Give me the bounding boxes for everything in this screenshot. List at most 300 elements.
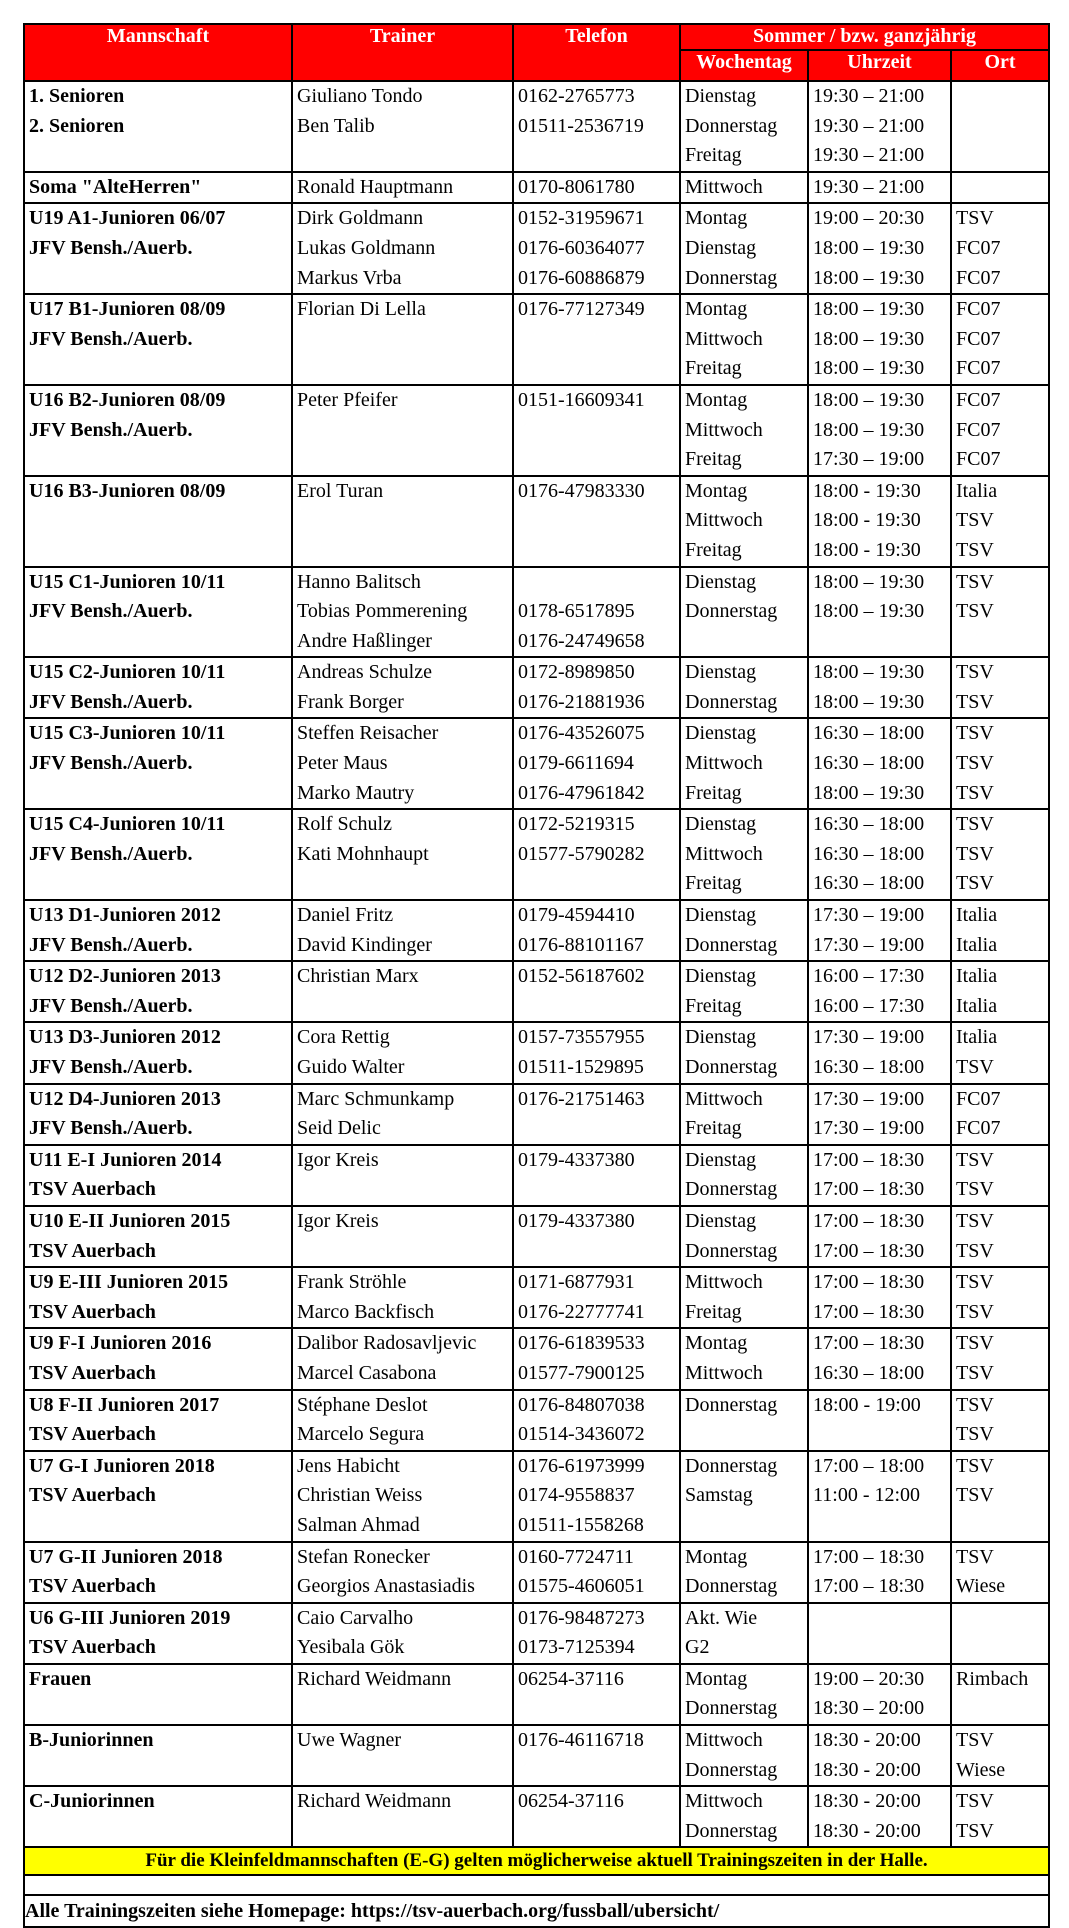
team-line: TSV Auerbach <box>29 1300 156 1323</box>
trainer-name: Dirk Goldmann <box>297 207 424 230</box>
table-row <box>24 718 1049 809</box>
trainer-cell <box>292 809 513 900</box>
team-line: U15 C3-Junioren 10/11 <box>29 722 226 745</box>
team-line <box>25 445 291 475</box>
time-range: 18:00 – 19:30 <box>813 781 925 804</box>
trainer-name: Igor Kreis <box>297 1209 379 1232</box>
team-line: U15 C1-Junioren 10/11 <box>29 570 226 593</box>
phone-number: 06254-37116 <box>518 1667 624 1690</box>
phone-number <box>514 992 679 1022</box>
phone-number <box>514 1237 679 1267</box>
phone-cell <box>513 1022 680 1083</box>
place-cell <box>951 961 1049 1022</box>
phone-number <box>514 1694 679 1724</box>
time-cell <box>808 1206 951 1267</box>
team-cell <box>24 81 292 172</box>
team-line <box>25 779 291 809</box>
place: Wiese <box>956 1758 1006 1781</box>
place: FC07 <box>956 1087 1001 1110</box>
team-line: 2. Senioren <box>29 114 125 137</box>
trainer-cell <box>292 1022 513 1083</box>
weekday: Mittwoch <box>685 1271 763 1294</box>
time-cell <box>808 900 951 961</box>
place: Italia <box>956 994 998 1017</box>
team-cell <box>24 1542 292 1603</box>
weekday: Dienstag <box>685 1209 757 1232</box>
time-range: 16:00 – 17:30 <box>813 994 925 1017</box>
phone-number <box>514 1756 679 1786</box>
weekday: Donnerstag <box>685 266 778 289</box>
place: TSV <box>956 781 994 804</box>
weekday: Freitag <box>685 781 742 804</box>
team-line: TSV Auerbach <box>29 1575 156 1598</box>
team-line: U12 D4-Junioren 2013 <box>29 1087 221 1110</box>
time-cell <box>808 1542 951 1603</box>
team-line: U8 F-II Junioren 2017 <box>29 1393 220 1416</box>
team-line: U13 D3-Junioren 2012 <box>29 1026 221 1049</box>
weekday: G2 <box>685 1636 710 1659</box>
trainer-cell <box>292 718 513 809</box>
time-cell <box>808 1786 951 1847</box>
phone-cell <box>513 900 680 961</box>
place-cell <box>951 1451 1049 1542</box>
weekday-cell <box>680 1603 808 1664</box>
time-range: 18:00 – 19:30 <box>813 661 925 684</box>
time-range: 17:00 – 18:30 <box>813 1545 925 1568</box>
time-cell <box>808 172 951 204</box>
trainer-name: Seid Delic <box>297 1117 381 1140</box>
trainer-cell <box>292 1451 513 1542</box>
table-row <box>24 294 1049 385</box>
time-cell <box>808 294 951 385</box>
weekday-cell <box>680 385 808 476</box>
time-range: 19:00 – 20:30 <box>813 207 925 230</box>
weekday: Mittwoch <box>685 509 763 532</box>
phone-number: 0160-7724711 <box>518 1545 634 1568</box>
phone-cell <box>513 172 680 204</box>
time-range: 16:00 – 17:30 <box>813 965 925 988</box>
time-cell <box>808 809 951 900</box>
weekday-cell <box>680 1022 808 1083</box>
weekday: Donnerstag <box>685 1575 778 1598</box>
phone-number: 0162-2765773 <box>518 85 635 107</box>
phone-number: 0172-5219315 <box>518 813 635 836</box>
weekday-cell <box>680 172 808 204</box>
weekday: Donnerstag <box>685 600 778 623</box>
trainer-name <box>293 992 512 1022</box>
weekday: Montag <box>685 298 748 321</box>
table-row <box>24 203 1049 294</box>
phone-cell <box>513 1328 680 1389</box>
weekday: Akt. Wie <box>685 1606 758 1629</box>
weekday: Freitag <box>685 994 742 1017</box>
team-line: JFV Bensh./Auerb. <box>29 994 193 1017</box>
table-row <box>24 900 1049 961</box>
place-cell <box>951 657 1049 718</box>
weekday: Freitag <box>685 1117 742 1140</box>
table-row <box>24 476 1049 567</box>
phone-number: 0176-47961842 <box>518 781 645 804</box>
weekday: Mittwoch <box>685 1729 763 1752</box>
time-range: 18:00 – 19:30 <box>813 357 925 380</box>
time-range: 19:30 – 21:00 <box>813 175 925 198</box>
team-line: JFV Bensh./Auerb. <box>29 1117 193 1140</box>
trainer-name <box>293 1817 512 1847</box>
trainer-name <box>293 1756 512 1786</box>
weekday: Donnerstag <box>685 1239 778 1262</box>
team-line: Soma "AlteHerren" <box>29 175 202 198</box>
phone-cell <box>513 1786 680 1847</box>
place: Wiese <box>956 1575 1006 1598</box>
team-line: JFV Bensh./Auerb. <box>29 690 193 713</box>
team-line: U13 D1-Junioren 2012 <box>29 904 221 927</box>
phone-number: 01511-1558268 <box>518 1513 644 1536</box>
time-range: 19:00 – 20:30 <box>813 1667 925 1690</box>
place-cell <box>951 1542 1049 1603</box>
team-line <box>25 869 291 899</box>
weekday: Montag <box>685 388 748 411</box>
trainer-name: Marcel Casabona <box>297 1361 437 1384</box>
team-cell <box>24 961 292 1022</box>
weekday: Donnerstag <box>685 690 778 713</box>
place-cell <box>951 476 1049 567</box>
phone-number: 0170-8061780 <box>518 175 635 198</box>
weekday: Donnerstag <box>685 1758 778 1781</box>
trainer-name: Igor Kreis <box>297 1148 379 1171</box>
team-line <box>25 627 291 657</box>
place: TSV <box>956 1209 994 1232</box>
time-range: 18:30 - 20:00 <box>813 1729 921 1752</box>
team-line: U11 E-I Junioren 2014 <box>29 1148 222 1171</box>
schedule-sheet <box>23 23 1048 1928</box>
training-schedule-table <box>23 23 1050 1928</box>
weekday: Mittwoch <box>685 1790 763 1813</box>
weekday: Montag <box>685 1545 748 1568</box>
trainer-cell <box>292 1390 513 1451</box>
team-line: TSV Auerbach <box>29 1178 156 1201</box>
team-line: U15 C4-Junioren 10/11 <box>29 813 226 836</box>
time-range: 18:00 – 19:30 <box>813 570 925 593</box>
trainer-cell <box>292 385 513 476</box>
team-line: U17 B1-Junioren 08/09 <box>29 298 226 321</box>
trainer-cell <box>292 1603 513 1664</box>
header-season: Sommer / bzw. ganzjährig <box>680 24 1049 50</box>
team-line: U9 E-III Junioren 2015 <box>29 1271 229 1294</box>
phone-number: 0176-60364077 <box>518 236 645 259</box>
trainer-name: Ben Talib <box>297 114 375 137</box>
team-line <box>25 1756 291 1786</box>
time-range <box>809 1511 950 1541</box>
trainer-name: Caio Carvalho <box>297 1606 414 1629</box>
team-line <box>25 141 291 171</box>
trainer-cell <box>292 1786 513 1847</box>
time-range: 17:00 – 18:30 <box>813 1575 925 1598</box>
trainer-name: Frank Ströhle <box>297 1271 407 1294</box>
header-team: Mannschaft <box>24 24 292 81</box>
weekday-cell <box>680 809 808 900</box>
place-cell <box>951 1786 1049 1847</box>
phone-cell <box>513 1542 680 1603</box>
place-cell <box>951 172 1049 204</box>
weekday: Montag <box>685 479 748 502</box>
phone-number: 0176-22777741 <box>518 1300 645 1323</box>
time-cell <box>808 385 951 476</box>
weekday-cell <box>680 1390 808 1451</box>
team-line: TSV Auerbach <box>29 1636 156 1659</box>
place: FC07 <box>956 357 1001 380</box>
time-range: 17:00 – 18:30 <box>813 1239 925 1262</box>
time-cell <box>808 203 951 294</box>
weekday: Freitag <box>685 872 742 895</box>
phone-number: 0172-8989850 <box>518 661 635 684</box>
phone-number: 01511-1529895 <box>518 1056 644 1078</box>
time-range: 18:00 – 19:30 <box>813 418 925 441</box>
team-line: JFV Bensh./Auerb. <box>29 236 193 259</box>
table-row <box>24 567 1049 658</box>
place: TSV <box>956 661 994 684</box>
table-row <box>24 1206 1049 1267</box>
trainer-cell <box>292 657 513 718</box>
time-range: 18:00 – 19:30 <box>813 298 925 321</box>
team-line: U7 G-II Junioren 2018 <box>29 1545 223 1568</box>
place: TSV <box>956 1239 994 1262</box>
trainer-name: Lukas Goldmann <box>297 236 436 259</box>
place: FC07 <box>956 327 1001 350</box>
trainer-name: Richard Weidmann <box>297 1667 452 1690</box>
team-line: TSV Auerbach <box>29 1484 156 1507</box>
team-cell <box>24 1328 292 1389</box>
weekday: Montag <box>685 207 748 230</box>
phone-number: 0176-84807038 <box>518 1393 645 1416</box>
place: TSV <box>956 1484 994 1507</box>
place-cell <box>951 1328 1049 1389</box>
place: TSV <box>956 1271 994 1294</box>
phone-number <box>514 445 679 475</box>
trainer-cell <box>292 900 513 961</box>
trainer-cell <box>292 567 513 658</box>
weekday: Mittwoch <box>685 1361 763 1384</box>
phone-cell <box>513 1725 680 1786</box>
time-range: 17:00 – 18:30 <box>813 1332 925 1355</box>
phone-number: 0151-16609341 <box>518 388 645 411</box>
time-range: 16:30 – 18:00 <box>813 842 925 865</box>
trainer-name: Stéphane Deslot <box>297 1393 428 1416</box>
trainer-name <box>293 141 512 171</box>
weekday: Mittwoch <box>685 752 763 775</box>
time-range: 18:00 – 19:30 <box>813 327 925 350</box>
time-cell <box>808 1603 951 1664</box>
place: Italia <box>956 965 998 988</box>
weekday: Freitag <box>685 357 742 380</box>
time-range: 17:00 – 18:30 <box>813 1300 925 1323</box>
phone-number: 0176-47983330 <box>518 479 645 502</box>
phone-number: 01511-2536719 <box>518 114 644 137</box>
weekday-cell <box>680 900 808 961</box>
place: TSV <box>956 813 994 836</box>
phone-cell <box>513 718 680 809</box>
place: Italia <box>956 933 998 956</box>
trainer-name: Tobias Pommerening <box>297 600 468 623</box>
weekday: Donnerstag <box>685 114 778 137</box>
time-cell <box>808 81 951 172</box>
weekday: Donnerstag <box>685 1454 778 1477</box>
place <box>952 141 1048 171</box>
weekday: Montag <box>685 1667 748 1690</box>
weekday: Donnerstag <box>685 933 778 956</box>
place: TSV <box>956 538 994 561</box>
weekday: Dienstag <box>685 1026 757 1049</box>
weekday-cell <box>680 1542 808 1603</box>
time-cell <box>808 1145 951 1206</box>
team-line: JFV Bensh./Auerb. <box>29 752 193 775</box>
trainer-name: Daniel Fritz <box>297 904 394 927</box>
trainer-name: Richard Weidmann <box>297 1790 452 1813</box>
weekday: Dienstag <box>685 813 757 836</box>
trainer-cell <box>292 961 513 1022</box>
phone-number: 0176-88101167 <box>518 933 644 956</box>
weekday-cell <box>680 1328 808 1389</box>
time-range: 18:00 - 19:30 <box>813 509 921 532</box>
team-line: TSV Auerbach <box>29 1239 156 1262</box>
team-line: JFV Bensh./Auerb. <box>29 1056 193 1078</box>
place: Italia <box>956 479 998 502</box>
trainer-cell <box>292 203 513 294</box>
place-cell <box>951 385 1049 476</box>
place-cell <box>951 900 1049 961</box>
trainer-name: Steffen Reisacher <box>297 722 439 745</box>
phone-number: 0152-31959671 <box>518 207 645 230</box>
weekday: Donnerstag <box>685 1393 778 1416</box>
phone-number: 0176-98487273 <box>518 1606 645 1629</box>
phone-number: 0157-73557955 <box>518 1026 645 1049</box>
phone-cell <box>513 81 680 172</box>
place: FC07 <box>956 418 1001 441</box>
weekday <box>681 627 807 657</box>
phone-cell <box>513 1664 680 1725</box>
trainer-cell <box>292 1725 513 1786</box>
phone-number <box>514 506 679 536</box>
phone-number: 0176-24749658 <box>518 629 645 652</box>
weekday: Dienstag <box>685 965 757 988</box>
team-cell <box>24 385 292 476</box>
trainer-name: Cora Rettig <box>297 1026 390 1049</box>
phone-cell <box>513 1267 680 1328</box>
phone-number <box>514 354 679 384</box>
phone-number: 0176-60886879 <box>518 266 645 289</box>
team-cell <box>24 476 292 567</box>
phone-cell <box>513 385 680 476</box>
time-range: 17:30 – 19:00 <box>813 904 925 927</box>
phone-number <box>514 1817 679 1847</box>
phone-cell <box>513 1084 680 1145</box>
phone-cell <box>513 294 680 385</box>
weekday: Donnerstag <box>685 1819 778 1842</box>
team-cell <box>24 1145 292 1206</box>
time-cell <box>808 1725 951 1786</box>
weekday: Dienstag <box>685 236 757 259</box>
trainer-name <box>293 1694 512 1724</box>
schedule-rows <box>24 81 1049 1847</box>
weekday-cell <box>680 1664 808 1725</box>
time-cell <box>808 1267 951 1328</box>
place: TSV <box>956 1393 994 1416</box>
trainer-cell <box>292 1267 513 1328</box>
trainer-name: Andre Haßlinger <box>297 629 432 652</box>
trainer-name: Marc Schmunkamp <box>297 1087 455 1110</box>
place <box>952 173 1048 203</box>
phone-number: 0152-56187602 <box>518 965 645 988</box>
trainer-name: Rolf Schulz <box>297 813 392 836</box>
phone-cell <box>513 961 680 1022</box>
team-line: U12 D2-Junioren 2013 <box>29 965 221 988</box>
phone-number: 0178-6517895 <box>518 600 635 623</box>
place: FC07 <box>956 298 1001 321</box>
place: FC07 <box>956 1117 1001 1140</box>
time-range: 17:30 – 19:00 <box>813 1117 925 1140</box>
weekday-cell <box>680 476 808 567</box>
time-range: 19:30 – 21:00 <box>813 85 925 107</box>
team-cell <box>24 1206 292 1267</box>
trainer-name <box>293 445 512 475</box>
place-cell <box>951 203 1049 294</box>
trainer-cell <box>292 172 513 204</box>
team-line: U15 C2-Junioren 10/11 <box>29 661 226 684</box>
place: FC07 <box>956 388 1001 411</box>
trainer-cell <box>292 476 513 567</box>
weekday-cell <box>680 1725 808 1786</box>
team-cell <box>24 172 292 204</box>
team-line: U16 B2-Junioren 08/09 <box>29 388 226 411</box>
phone-cell <box>513 1206 680 1267</box>
team-cell <box>24 1267 292 1328</box>
place <box>952 627 1048 657</box>
trainer-name: Yesibala Gök <box>297 1636 405 1659</box>
weekday-cell <box>680 1145 808 1206</box>
phone-number: 0176-61839533 <box>518 1332 645 1355</box>
place <box>952 1633 1048 1663</box>
team-line <box>25 1817 291 1847</box>
team-cell <box>24 718 292 809</box>
phone-number: 06254-37116 <box>518 1790 624 1813</box>
place: Italia <box>956 904 998 927</box>
time-range: 18:30 – 20:00 <box>813 1697 925 1720</box>
time-range: 16:30 – 18:00 <box>813 752 925 775</box>
time-cell <box>808 1664 951 1725</box>
phone-number: 0176-21881936 <box>518 690 645 713</box>
weekday-cell <box>680 81 808 172</box>
hall-note: Für die Kleinfeldmannschaften (E-G) gelten möglicherweise aktuell Trainingszeiten in der Halle. <box>24 1847 1049 1875</box>
phone-cell <box>513 809 680 900</box>
place: TSV <box>956 722 994 745</box>
time-cell <box>808 1328 951 1389</box>
weekday: Mittwoch <box>685 175 763 198</box>
place-cell <box>951 809 1049 900</box>
time-range: 18:30 - 20:00 <box>813 1790 921 1813</box>
place-cell <box>951 1084 1049 1145</box>
weekday: Donnerstag <box>685 1697 778 1720</box>
time-range: 17:00 – 18:30 <box>813 1148 925 1171</box>
place: TSV <box>956 1148 994 1171</box>
team-cell <box>24 1390 292 1451</box>
place: FC07 <box>956 266 1001 289</box>
place <box>952 82 1048 112</box>
weekday: Freitag <box>685 144 742 167</box>
time-range: 18:00 – 19:30 <box>813 600 925 623</box>
team-cell <box>24 809 292 900</box>
weekday-cell <box>680 203 808 294</box>
weekday: Mittwoch <box>685 327 763 350</box>
place: Italia <box>956 1026 998 1049</box>
